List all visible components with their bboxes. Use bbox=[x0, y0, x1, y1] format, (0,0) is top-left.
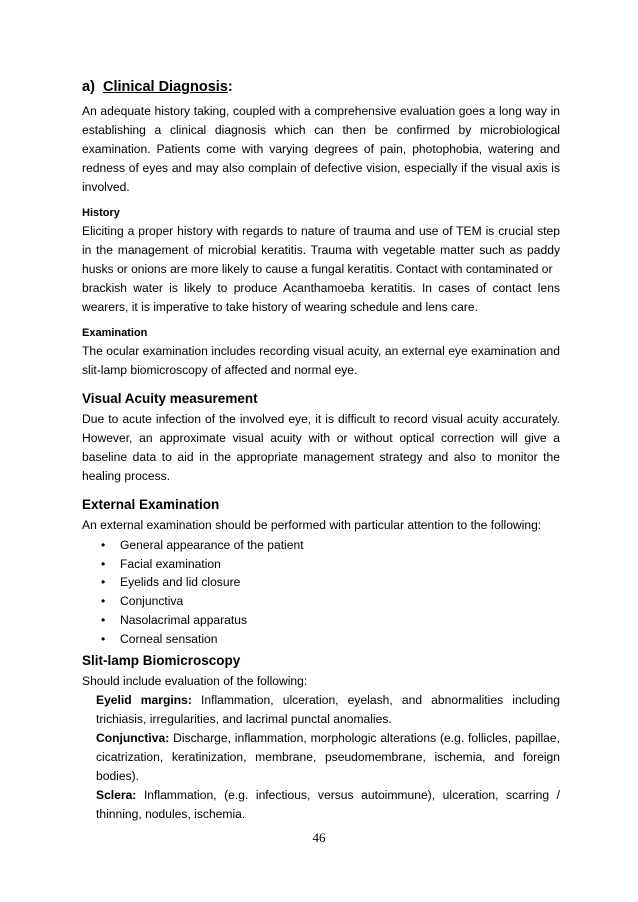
history-paragraph-2: brackish water is likely to produce Acanthamoeba keratitis. In cases of contact lens wearers, it is imperative to take history of wearing schedule and lens care. bbox=[82, 281, 560, 314]
external-examination-list bbox=[82, 536, 560, 648]
sclera-entry bbox=[96, 786, 560, 824]
eyelid-margins-entry bbox=[96, 691, 560, 729]
visual-acuity-heading: Visual Acuity measurement bbox=[82, 391, 258, 406]
history-paragraph-1: Eliciting a proper history with regards to nature of trauma and use of TEM is crucial step in the management of microbial keratitis. Trauma with vegetable matter such as paddy husks or onions are more likely to cause a fungal keratitis. Contact with contaminated or bbox=[82, 224, 560, 276]
section-heading bbox=[82, 76, 560, 98]
examination-heading: Examination bbox=[82, 327, 148, 339]
list-item: • Facial examination bbox=[120, 555, 560, 574]
list-item: • Corneal sensation bbox=[120, 630, 560, 649]
bullet-icon: • bbox=[101, 556, 106, 571]
page-number: 46 bbox=[312, 830, 326, 845]
slit-lamp-paragraph: Should include evaluation of the following: bbox=[82, 674, 308, 689]
intro-paragraph: An adequate history taking, coupled with a comprehensive evaluation goes a long way in establishing a clinical diagnosis which can then be confirmed by microbiological examination. Patients come with varying degrees of pain, photophobia, watering and redness of eyes and may also complain of defective vision, especially if the visual axis is involved. bbox=[82, 104, 560, 194]
external-examination-paragraph: An external examination should be performed with particular attention to the following: bbox=[82, 518, 542, 532]
slit-lamp-entries bbox=[82, 691, 560, 824]
bullet-icon: • bbox=[101, 538, 106, 552]
bullet-icon: • bbox=[101, 594, 106, 609]
section-marker: a) bbox=[82, 79, 95, 95]
examination-paragraph: The ocular examination includes recording visual acuity, an external eye examination and slit-lamp biomicroscopy of affected and normal eye. bbox=[82, 344, 560, 377]
visual-acuity-paragraph: Due to acute infection of the involved eye, it is difficult to record visual acuity accurately. However, an approximate visual acuity with or without optical correction will give a baseline data to aid in the appropriate management strategy and also to monitor the healing process. bbox=[82, 412, 560, 483]
list-item: • Conjunctiva bbox=[120, 592, 560, 611]
entry-description: Discharge, inflammation, morphologic alterations (e.g. follicles, papillae, cicatrization, keratinization, membrane, pseudomembrane, ischemia, and foreign bodies). bbox=[96, 731, 560, 784]
list-item: • Eyelids and lid closure bbox=[120, 573, 560, 592]
entry-term: Conjunctiva: bbox=[96, 731, 170, 746]
section-title: Clinical Diagnosis bbox=[102, 79, 228, 95]
entry-term: Eyelid margins: bbox=[96, 693, 192, 708]
slit-lamp-heading: Slit-lamp Biomicroscopy bbox=[82, 653, 241, 669]
conjunctiva-entry bbox=[96, 729, 560, 786]
bullet-icon: • bbox=[101, 575, 106, 590]
document-page bbox=[82, 76, 560, 824]
list-item: • Nasolacrimal apparatus bbox=[120, 611, 560, 630]
section-colon: : bbox=[227, 79, 233, 95]
list-item: • General appearance of the patient bbox=[120, 536, 560, 555]
external-examination-heading: External Examination bbox=[82, 497, 220, 512]
entry-description: Inflammation, ulceration, eyelash, and abnormalities including trichiasis, irregularities, and lacrimal punctal anomalies. bbox=[96, 693, 560, 727]
history-heading: History bbox=[82, 207, 120, 219]
bullet-icon: • bbox=[101, 612, 106, 627]
entry-term: Sclera: bbox=[96, 788, 137, 803]
entry-description: Inflammation, (e.g. infectious, versus autoimmune), ulceration, scarring / thinning, nodules, ischemia. bbox=[96, 788, 560, 822]
bullet-icon: • bbox=[101, 631, 106, 646]
